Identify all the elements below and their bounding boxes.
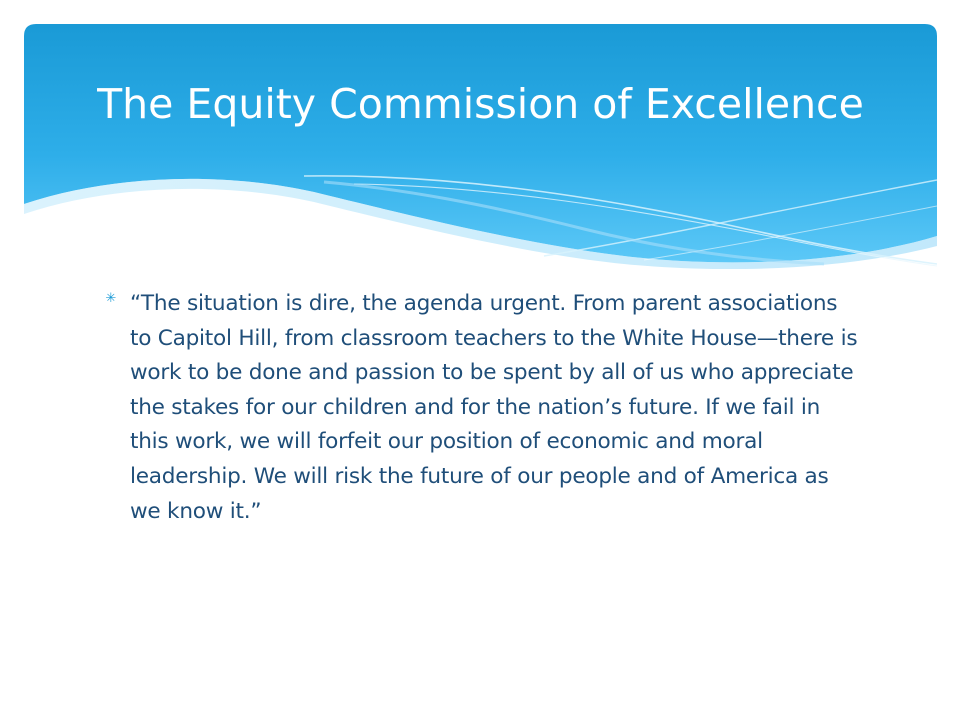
- slide-title: The Equity Commission of Excellence: [97, 80, 864, 128]
- slide-content: [104, 287, 864, 529]
- header-banner: [24, 24, 937, 269]
- bullet-item: [104, 287, 864, 529]
- quote-text: “The situation is dire, the agenda urgent. From parent associations to Capitol Hill, from classroom teachers to the White House—there is work to be done and passion to be spent by all of us who appreciate the stakes for our children and for the nation’s future. If we fail in this work, we will forfeit our position of economic and moral leadership. We will risk the future of our people and of America as we know it.”: [130, 291, 858, 524]
- asterisk-bullet-icon: ✳: [105, 291, 117, 306]
- header-wave-graphic: [24, 24, 937, 269]
